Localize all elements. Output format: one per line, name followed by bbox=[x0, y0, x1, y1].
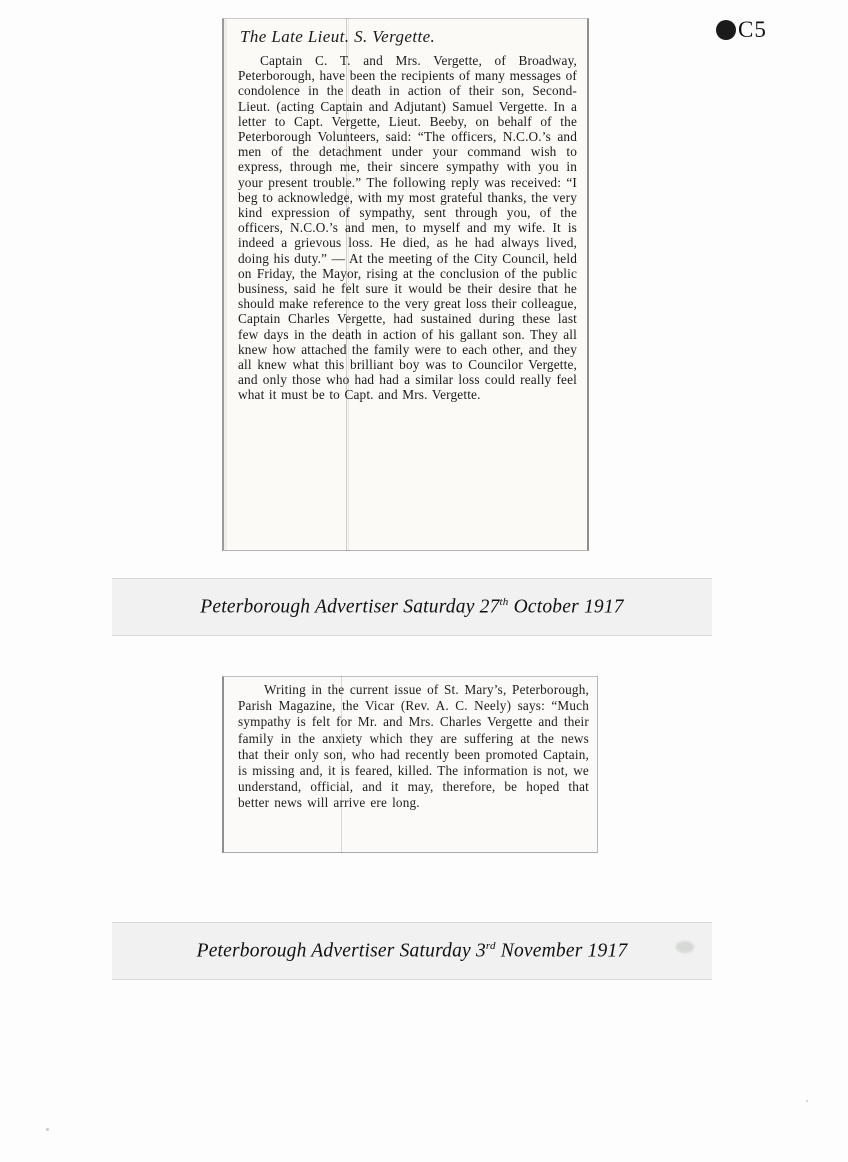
caption-band-first bbox=[112, 578, 712, 636]
caption-first-date-tail: October 1917 bbox=[508, 596, 624, 618]
scan-speck bbox=[46, 1128, 49, 1131]
reference-mark-label: C5 bbox=[738, 17, 767, 42]
scan-speck bbox=[806, 1100, 808, 1102]
caption-first-ordinal: th bbox=[499, 595, 509, 608]
caption-second-ordinal: rd bbox=[485, 939, 496, 952]
page-fold-line bbox=[346, 18, 347, 551]
newspaper-clipping-first bbox=[222, 18, 589, 551]
caption-first-text bbox=[200, 596, 624, 619]
clipping-body-content: Captain C. T. and Mrs. Vergette, of Broadway, Peterborough, have been the recipients of many messages of condolence in the death in action of their son, Second-Lieut. (acting Captain and Adjutant) Samuel Vergette. In a letter to Capt. Vergette, Lieut. Beeby, on behalf of the Peterborough Volunteers, said: “The officers, N.C.O.’s and men of the detachment under your command wish to express, through me, their sincere sympathy with you in your present trouble.” The following reply was received: “I beg to acknowledge, with my most grateful thanks, the very kind expression of sympathy, sent through you, of the officers, N.C.O.’s and men, to myself and my wife. It is indeed a grievous loss. He died, as he had always lived, doing his duty.” — At the meeting of the City Council, held on Friday, the Mayor, rising at the conclusion of the public business, said he felt sure it would be their desire that he should make reference to the very great loss their colleague, Captain Charles Vergette, had sustained during these last few days in the death in action of his gallant son. They all knew how attached the family were to each other, and they all knew what this brilliant boy was to Councilor Vergette, and only those who had had a similar loss could really feel what it must be to Capt. and Mrs. Vergette. bbox=[238, 53, 577, 403]
clipping-second-body-content: Writing in the current issue of St. Mary’s, Peterborough, Parish Magazine, the Vicar (Rev. A. C. Neely) says: “Much sympathy is felt for Mr. and Mrs. Charles Vergette and their family in the anxiety which they are suffering at the news that their only son, who had recently been promoted Captain, is missing and, it is feared, killed. The information is not, we understand, official, and it may, therefore, be hoped that better news will arrive ere long. bbox=[238, 682, 589, 811]
page-fold-line-shadow bbox=[348, 18, 349, 551]
page-fold-line-second bbox=[341, 676, 342, 853]
caption-first-publication: Peterborough Advertiser Saturday 27 bbox=[200, 596, 500, 618]
caption-second-text bbox=[197, 940, 628, 963]
caption-band-second bbox=[112, 922, 712, 980]
reference-mark bbox=[716, 17, 767, 42]
clipping-second-body-text bbox=[238, 682, 589, 812]
newspaper-clipping-second bbox=[222, 676, 598, 853]
clipping-headline: The Late Lieut. S. Vergette. bbox=[240, 27, 436, 46]
filled-circle-bullet-icon bbox=[716, 20, 736, 40]
clipping-body-text bbox=[238, 53, 577, 403]
caption-second-date-tail: November 1917 bbox=[495, 940, 628, 962]
caption-second-publication: Peterborough Advertiser Saturday 3 bbox=[196, 940, 486, 962]
scan-smudge bbox=[676, 941, 694, 953]
